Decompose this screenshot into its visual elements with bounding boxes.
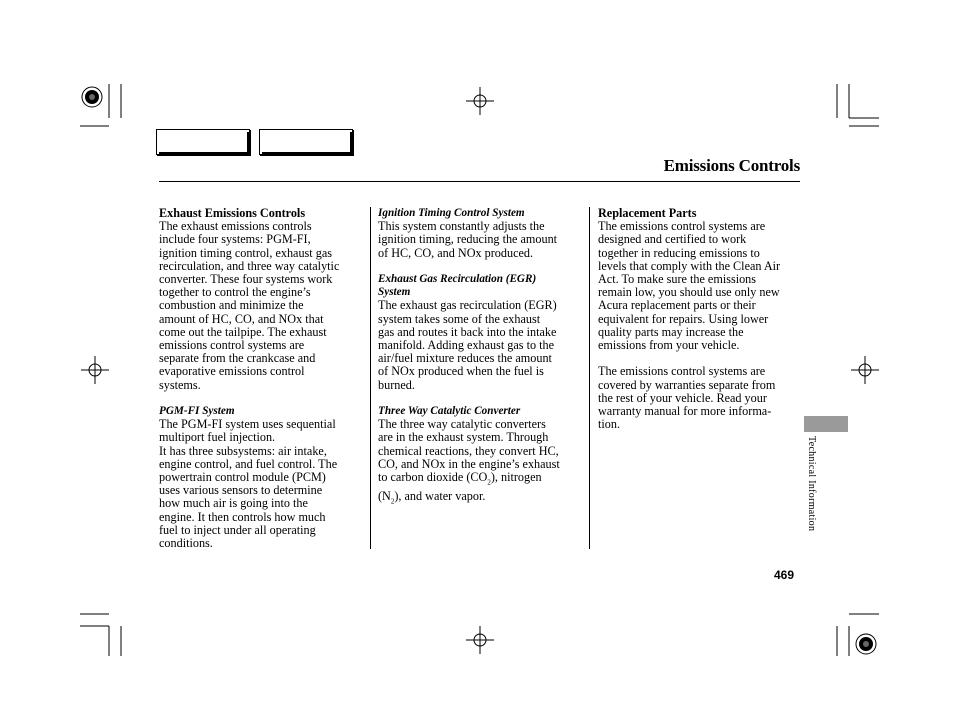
paragraph-pgmfi: The PGM-FI system uses sequential multiport fuel injection. It has three subsystems: air intake, engine control, and fuel control. The powertrain control module (PCM) uses various sensors to determine how much air is going into the engine. It then controls how much fuel to inject under all operating conditions. xyxy=(159,417,338,551)
page-number: 469 xyxy=(774,568,795,582)
paragraph-replacement-1: The emissions control systems are designed and certified to work together in reducing emissions to levels that comply with the Clean Air Act. To make sure the emissions remain low, you should use only new Acura replacement parts or their equivalent for repairs. Using lower quality parts may increase the emissions from your vehicle. xyxy=(598,219,781,353)
twc-text-part3: ), and water vapor. xyxy=(394,488,486,503)
section-heading-exhaust-emissions: Exhaust Emissions Controls xyxy=(159,206,306,220)
section-heading-twc: Three Way Catalytic Converter xyxy=(378,405,521,418)
section-label-technical-information: Technical Information xyxy=(806,436,817,532)
section-heading-pgmfi: PGM-FI System xyxy=(159,405,235,418)
section-heading-egr-line2: System xyxy=(378,286,411,299)
nav-button-index[interactable] xyxy=(259,129,353,155)
column-3 xyxy=(598,207,804,431)
twc-subscript-n2: 2 xyxy=(390,497,395,506)
section-tab[interactable] xyxy=(804,416,848,432)
title-rule xyxy=(159,181,800,182)
column-1 xyxy=(159,207,365,550)
column-divider-1 xyxy=(370,207,371,549)
paragraph-egr: The exhaust gas recirculation (EGR) system takes some of the exhaust gas and routes it back into the intake manifold. Adding exhaust gas to the air/fuel mixture reduces the amount of NOx produced when the fuel is burned. xyxy=(378,298,557,392)
section-heading-replacement-parts: Replacement Parts xyxy=(598,206,697,220)
twc-text-part2: ), nitrogen (N xyxy=(378,470,542,503)
paragraph-replacement-2: The emissions control systems are covered by warranties separate from the rest of your vehicle. Read your warranty manual for more informa- tion. xyxy=(598,364,776,432)
nav-button-contents[interactable] xyxy=(156,129,250,155)
paragraph-twc xyxy=(378,418,584,508)
paragraph-ignition: This system constantly adjusts the ignition timing, reducing the amount of HC, CO, and NOx produced. xyxy=(378,219,558,260)
twc-text-part1: The three way catalytic converters are in the exhaust system. Through chemical reactions, they convert HC, CO, and NOx in the engine’s exhaust to carbon dioxide (CO xyxy=(378,417,560,485)
section-heading-ignition: Ignition Timing Control System xyxy=(378,207,525,219)
column-divider-2 xyxy=(589,207,590,549)
page-title: Emissions Controls xyxy=(663,156,800,175)
column-2 xyxy=(378,207,584,508)
twc-subscript-co2: 2 xyxy=(487,478,491,487)
paragraph-exhaust-intro: The exhaust emissions controls include four systems: PGM-FI, ignition timing control, exhaust gas recirculation, and three way catalytic converter. These four systems work together to control the engine’s combustion and minimize the amount of HC, CO, and NOx that come out the tailpipe. The exhaust emissions control systems are separate from the crankcase and evaporative emissions control systems. xyxy=(159,219,340,392)
section-heading-egr-line1: Exhaust Gas Recirculation (EGR) xyxy=(378,273,537,285)
